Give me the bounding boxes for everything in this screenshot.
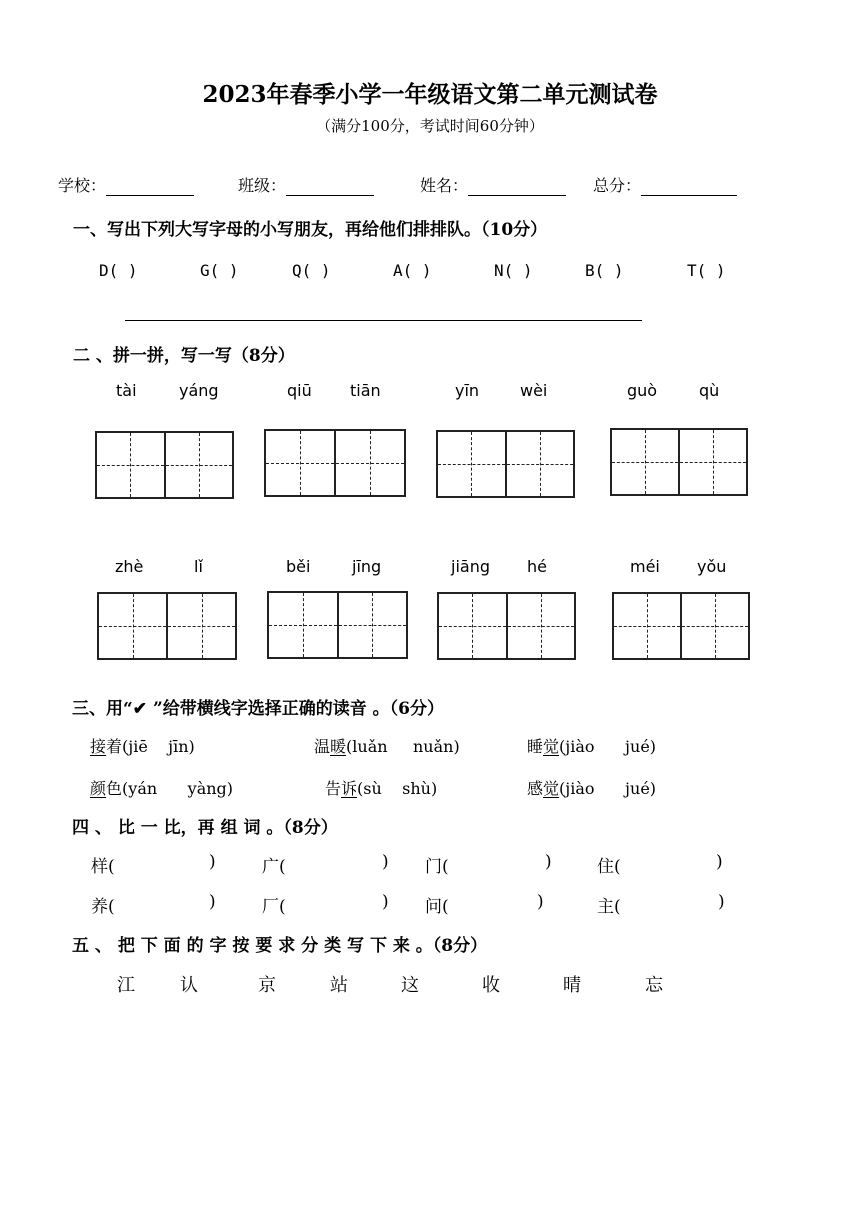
school-label: 学校： — [58, 176, 107, 195]
writing-grid[interactable] — [97, 592, 237, 660]
writing-grid[interactable] — [610, 428, 748, 496]
underlined-char: 接 — [90, 737, 107, 756]
letter-item[interactable]: A( ) — [393, 261, 432, 280]
writing-grid[interactable] — [267, 591, 408, 659]
close-paren: ) — [545, 852, 552, 872]
pinyin: méi — [630, 557, 660, 576]
reading-item: 告诉(sù shù) — [325, 779, 438, 798]
writing-grid[interactable] — [612, 592, 750, 660]
name-label: 姓名： — [420, 176, 469, 195]
class-blank[interactable] — [286, 179, 374, 196]
section3-heading: 三、用“✔ ”给带横线字选择正确的读音 。（6分） — [72, 699, 444, 719]
underlined-char: 觉 — [543, 737, 560, 756]
compare-char[interactable]: 厂( — [262, 897, 286, 917]
sort-char: 晴 — [563, 975, 581, 996]
total-label: 总分： — [593, 176, 642, 195]
underlined-char: 暖 — [330, 737, 347, 756]
pinyin: yīn — [455, 381, 480, 400]
writing-grid[interactable] — [436, 430, 575, 498]
name-field[interactable] — [420, 173, 566, 196]
pinyin: tài — [116, 381, 137, 400]
pinyin: qù — [699, 381, 720, 400]
name-blank[interactable] — [468, 179, 566, 196]
pinyin: wèi — [520, 381, 548, 400]
answer-line[interactable] — [125, 320, 642, 321]
pinyin: tiān — [350, 381, 381, 400]
letter-item[interactable]: G( ) — [200, 261, 239, 280]
option[interactable]: (jiào — [559, 737, 595, 756]
section1-heading: 一、写出下列大写字母的小写朋友，再给他们排排队。（10分） — [73, 220, 548, 240]
sort-char: 站 — [330, 975, 348, 996]
option[interactable]: jué) — [625, 737, 657, 756]
page-subtitle: （满分100分，考试时间60分钟） — [316, 117, 544, 135]
pinyin: zhè — [115, 557, 144, 576]
close-paren: ) — [382, 892, 389, 912]
option[interactable]: shù) — [402, 779, 438, 798]
section5-heading: 五 、 把 下 面 的 字 按 要 求 分 类 写 下 来 。（8分） — [72, 936, 488, 956]
close-paren: ) — [209, 892, 216, 912]
pinyin: yáng — [179, 381, 219, 400]
pinyin: lǐ — [194, 557, 203, 576]
reading-item: 感觉(jiào jué) — [527, 779, 657, 798]
sort-char: 这 — [401, 975, 419, 996]
close-paren: ) — [209, 852, 216, 872]
class-field[interactable] — [238, 173, 374, 196]
pinyin: jiāng — [451, 557, 490, 576]
compare-char[interactable]: 广( — [262, 857, 286, 877]
option[interactable]: jué) — [625, 779, 657, 798]
underlined-char: 觉 — [543, 779, 560, 798]
sort-char: 京 — [258, 975, 276, 996]
school-field[interactable] — [58, 173, 194, 196]
letter-item[interactable]: Q( ) — [292, 261, 331, 280]
option[interactable]: (jiē — [122, 737, 148, 756]
option[interactable]: nuǎn) — [412, 737, 460, 756]
sort-char: 江 — [117, 975, 135, 996]
reading-item: 温暖(luǎn nuǎn) — [314, 737, 460, 756]
writing-grid[interactable] — [437, 592, 576, 660]
option[interactable]: (jiào — [559, 779, 595, 798]
pinyin: jīng — [352, 557, 382, 576]
compare-char[interactable]: 门( — [425, 857, 449, 877]
letter-item[interactable]: N( ) — [494, 261, 533, 280]
close-paren: ) — [718, 892, 725, 912]
option[interactable]: yàng) — [187, 779, 234, 798]
section2-heading: 二 、拼一拼，写一写（8分） — [73, 346, 295, 366]
underlined-char: 颜 — [90, 779, 107, 798]
total-blank[interactable] — [641, 179, 737, 196]
compare-char[interactable]: 样( — [91, 857, 115, 877]
writing-grid[interactable] — [264, 429, 406, 497]
compare-char[interactable]: 住( — [597, 857, 621, 877]
close-paren: ) — [537, 892, 544, 912]
pinyin: yǒu — [697, 557, 727, 576]
close-paren: ) — [716, 852, 723, 872]
writing-grid[interactable] — [95, 431, 234, 499]
letter-item[interactable]: T( ) — [687, 261, 726, 280]
compare-char[interactable]: 主( — [597, 897, 621, 917]
sort-char: 收 — [482, 975, 500, 996]
pinyin: hé — [527, 557, 547, 576]
page-title: 2023年春季小学一年级语文第二单元测试卷 — [202, 81, 658, 108]
option[interactable]: (sù — [357, 779, 382, 798]
reading-item: 颜色(yán yàng) — [90, 779, 234, 798]
compare-char[interactable]: 问( — [425, 897, 449, 917]
close-paren: ) — [382, 852, 389, 872]
pinyin: guò — [627, 381, 658, 400]
class-label: 班级： — [238, 176, 287, 195]
option[interactable]: (yán — [122, 779, 158, 798]
compare-char[interactable]: 养( — [91, 897, 115, 917]
option[interactable]: (luǎn — [346, 737, 388, 756]
sort-char: 忘 — [645, 975, 663, 996]
section4-heading: 四 、 比 一 比，再 组 词 。（8分） — [72, 818, 338, 838]
reading-item: 接着(jiē jīn) — [90, 737, 195, 756]
pinyin: qiū — [287, 381, 312, 400]
sort-char: 认 — [180, 975, 198, 996]
underlined-char: 诉 — [341, 779, 358, 798]
total-field[interactable] — [593, 173, 737, 196]
pinyin: běi — [286, 557, 311, 576]
letter-item[interactable]: D( ) — [99, 261, 138, 280]
reading-item: 睡觉(jiào jué) — [527, 737, 657, 756]
school-blank[interactable] — [106, 179, 194, 196]
letter-item[interactable]: B( ) — [585, 261, 624, 280]
option[interactable]: jīn) — [168, 737, 195, 756]
